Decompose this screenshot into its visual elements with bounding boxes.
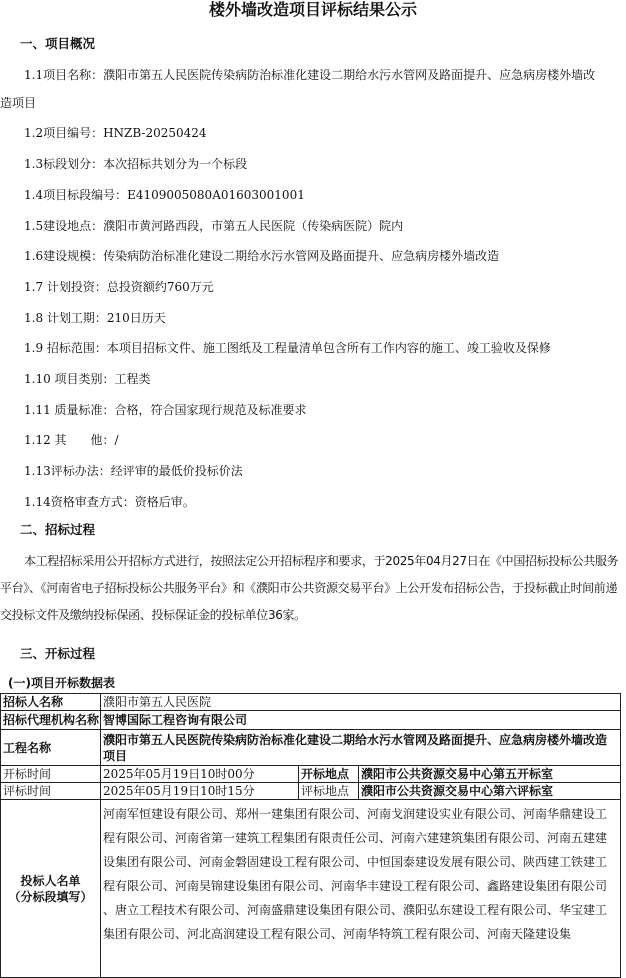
table-row-bidders xyxy=(1,800,621,978)
table-row-agency xyxy=(1,711,621,730)
bidders-list xyxy=(101,800,621,978)
table-row-project xyxy=(1,730,621,766)
bidding-process-paragraph: 本工程招标采用公开招标方式进行，按照法定公开招标程序和要求，于2025年04月27日在《中国招标投标公共服务平台》、《河南省电子招标投标公共服务平台》和《濮阳市公共资源交易平台》上公开发布招标公告，于投标截止时间前递交投标文件及缴纳投标保函、投标保证金的投标单位36家。 xyxy=(0,554,619,622)
open-time-value: 2025年05月19日10时00分 xyxy=(101,766,299,783)
item-1-6: 1.6建设规模：传染病防治标准化建设二期给水污水管网及路面提升、应急病房楼外墙改造 xyxy=(24,249,500,263)
item-1-14: 1.14资格审查方式：资格后审。 xyxy=(24,495,195,509)
item-1-3: 1.3标段划分：本次招标共划分为一个标段 xyxy=(24,157,248,171)
tenderee-label: 招标人名称 xyxy=(1,694,101,711)
item-1-2: 1.2项目编号：HNZB-20250424 xyxy=(24,126,207,140)
section-heading-bidding-process: 二、招标过程 xyxy=(20,522,96,537)
bidders-label-line-2: （分标段填写） xyxy=(8,889,93,904)
item-1-13: 1.13评标办法：经评审的最低价投标价法 xyxy=(24,464,243,478)
bid-opening-data-table xyxy=(0,693,621,978)
eval-time-value: 2025年05月19日10时15分 xyxy=(101,783,299,800)
table-row-evaluation xyxy=(1,783,621,800)
project-name-value: 濮阳市第五人民医院传染病防治标准化建设二期给水污水管网及路面提升、应急病房楼外墙改造项目 xyxy=(101,730,621,766)
bidders-label-line-1: 投标人名单 xyxy=(20,873,81,888)
section-heading-bid-opening: 三、开标过程 xyxy=(20,646,96,661)
bidders-label xyxy=(1,800,101,978)
bid-opening-table-caption: (一)项目开标数据表 xyxy=(8,676,115,690)
open-place-value: 濮阳市公共资源交易中心第五开标室 xyxy=(359,766,621,783)
bidders-list-part-2: 、唐立工程技术有限公司、河南盛鼎建设集团有限公司、濮阳弘东建设工程有限公司、华宝建工集团有限公司、河北高润建设工程有限公司、河南华特筑工程有限公司、河南天隆建设集 xyxy=(103,903,608,941)
item-1-12: 1.12 其 他：/ xyxy=(24,433,119,447)
item-1-5: 1.5建设地点：濮阳市黄河路西段，市第五人民医院（传染病医院）院内 xyxy=(24,219,404,233)
agency-label: 招标代理机构名称 xyxy=(1,711,101,730)
open-time-label: 开标时间 xyxy=(1,766,101,783)
item-1-7: 1.7 计划投资：总投资额约760万元 xyxy=(24,280,214,294)
table-row-opening xyxy=(1,766,621,783)
section-heading-overview: 一、项目概况 xyxy=(20,36,96,51)
item-1-8: 1.8 计划工期：210日历天 xyxy=(24,311,166,325)
document-title: 楼外墙改造项目评标结果公示 xyxy=(208,0,417,19)
open-place-label: 开标地点 xyxy=(299,766,359,783)
eval-place-value: 濮阳市公共资源交易中心第六评标室 xyxy=(359,783,621,800)
item-1-10: 1.10 项目类别：工程类 xyxy=(24,372,151,386)
eval-place-label: 评标地点 xyxy=(299,783,359,800)
table-row-tenderee xyxy=(1,694,621,711)
item-1-9: 1.9 招标范围：本项目招标文件、施工图纸及工程量清单包含所有工作内容的施工、竣工验收及保修 xyxy=(24,341,551,355)
item-1-1: 1.1项目名称：濮阳市第五人民医院传染病防治标准化建设二期给水污水管网及路面提升、应急病房楼外墙改 xyxy=(24,68,596,82)
agency-value: 智博国际工程咨询有限公司 xyxy=(101,711,621,730)
item-1-4: 1.4项目标段编号：E4109005080A01603001001 xyxy=(24,188,305,202)
bidders-list-part-1: 河南军恒建设有限公司、郑州一建集团有限公司、河南戈润建设实业有限公司、河南华鼎建设工程有限公司、河南省第一建筑工程集团有限责任公司、河南六建建筑集团有限公司、河南五建建设集团有限公司、河南金磐固建设工程有限公司、中恒国泰建设发展有限公司、陕西建工铁建工程有限公司、河南昊锦建设集团有限公司、河南华丰建设工程有限公司、鑫路建设集团有限公司 xyxy=(103,807,608,893)
item-1-11: 1.11 质量标准：合格，符合国家现行规范及标准要求 xyxy=(24,403,307,417)
eval-time-label: 评标时间 xyxy=(1,783,101,800)
item-1-1-continued: 造项目 xyxy=(0,96,37,110)
tenderee-value: 濮阳市第五人民医院 xyxy=(101,694,621,711)
project-name-label: 工程名称 xyxy=(1,730,101,766)
